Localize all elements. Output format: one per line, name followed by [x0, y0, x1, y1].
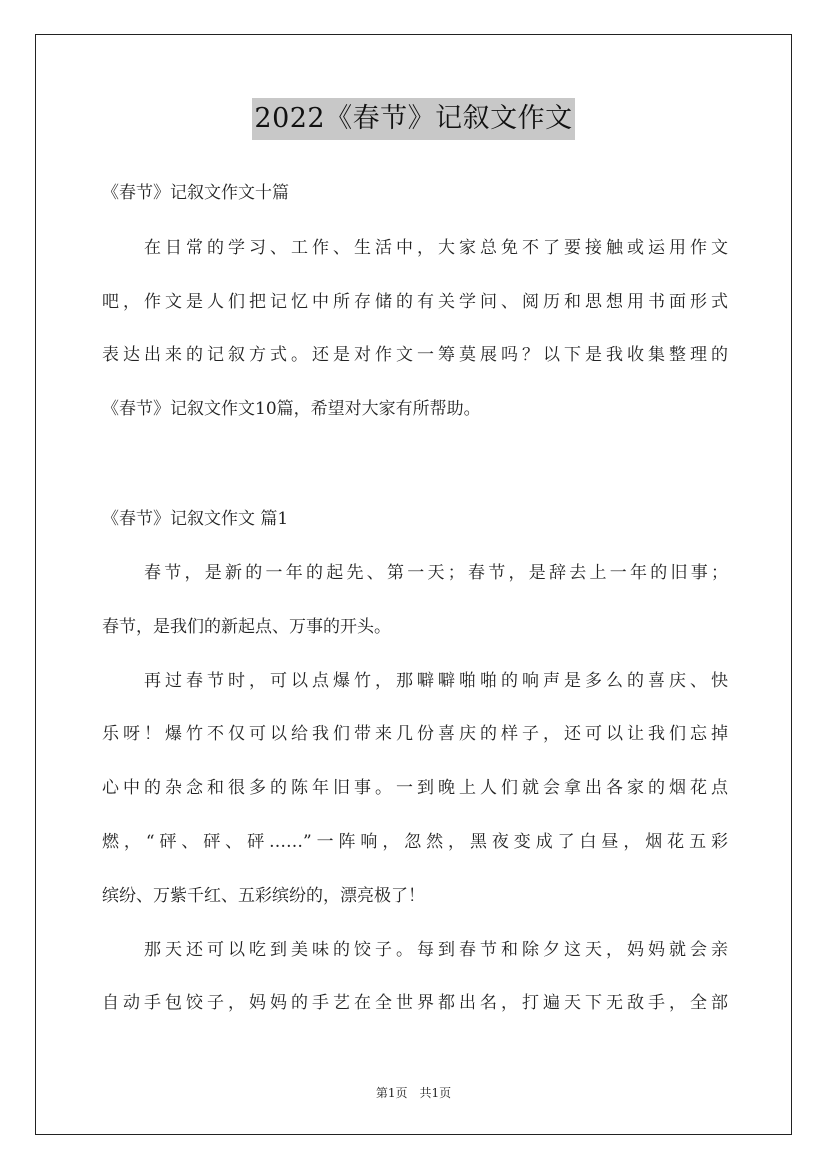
document-subtitle: 《春节》记叙文作文十篇: [102, 183, 289, 203]
paragraph-line: 自动手包饺子，妈妈的手艺在全世界都出名，打遍天下无敌手，全部: [102, 993, 728, 1013]
intro-line: 在日常的学习、工作、生活中，大家总免不了要接触或运用作文: [144, 238, 728, 258]
paragraph-line: 乐呀！爆竹不仅可以给我们带来几份喜庆的样子，还可以让我们忘掉: [102, 724, 728, 744]
intro-line: 表达出来的记叙方式。还是对作文一筹莫展吗？以下是我收集整理的: [102, 345, 728, 365]
document-title-text: 2022《春节》记叙文作文: [252, 98, 574, 140]
paragraph-line: 缤纷、万紫千红、五彩缤纷的，漂亮极了！: [102, 886, 425, 906]
intro-line: 吧，作文是人们把记忆中所存储的有关学问、阅历和思想用书面形式: [102, 292, 728, 312]
paragraph-line: 那天还可以吃到美味的饺子。每到春节和除夕这天，妈妈就会亲: [144, 940, 728, 960]
paragraph-line: 心中的杂念和很多的陈年旧事。一到晚上人们就会拿出各家的烟花点: [102, 778, 728, 798]
paragraph-line: 春节，是我们的新起点、万事的开头。: [102, 617, 391, 637]
paragraph-line: 再过春节时，可以点爆竹，那噼噼啪啪的响声是多么的喜庆、快: [144, 671, 728, 691]
intro-line: 《春节》记叙文作文10篇，希望对大家有所帮助。: [102, 399, 481, 419]
paragraph-line: 春节，是新的一年的起先、第一天；春节，是辞去上一年的旧事；: [144, 563, 728, 583]
section-heading: 《春节》记叙文作文 篇1: [102, 509, 289, 529]
paragraph-line: 燃，“砰、砰、砰……”一阵响，忽然，黑夜变成了白昼，烟花五彩: [102, 832, 728, 852]
document-title: [0, 98, 827, 140]
page-footer: 第1页 共1页: [375, 1086, 452, 1100]
